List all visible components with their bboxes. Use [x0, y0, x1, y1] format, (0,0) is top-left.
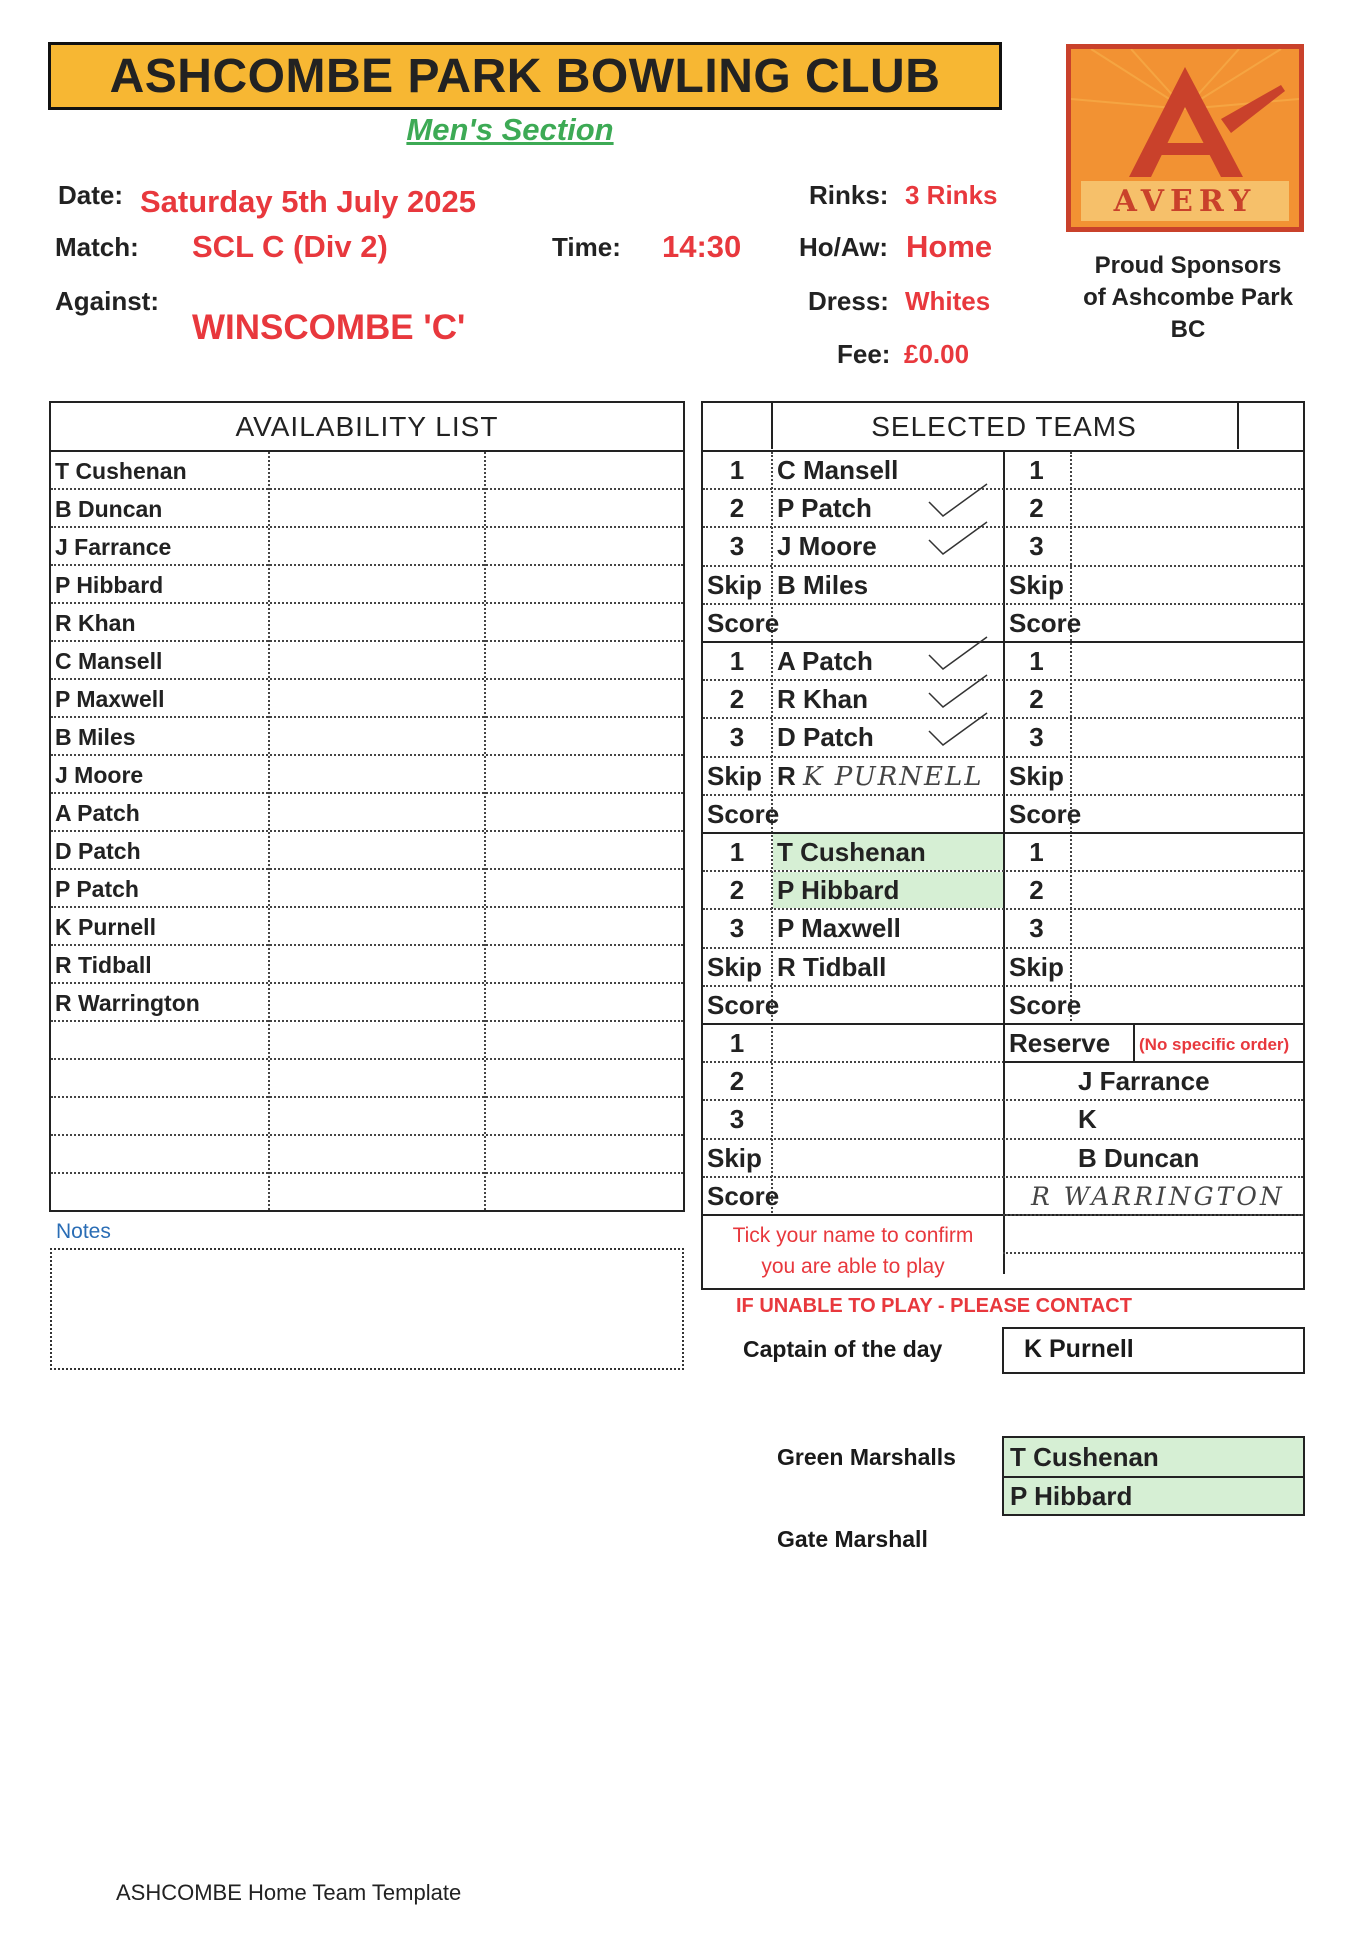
unable-to-play-notice: IF UNABLE TO PLAY - PLEASE CONTACT: [736, 1295, 1132, 1317]
availability-row[interactable]: [51, 1060, 683, 1098]
reserve-row[interactable]: [1003, 1254, 1303, 1292]
availability-table: [49, 401, 685, 1212]
rink-row[interactable]: [703, 452, 1303, 490]
tick-line-1: Tick your name to confirm: [732, 1224, 974, 1247]
time-value: 14:30: [662, 229, 742, 264]
section-title: Men's Section: [406, 112, 614, 147]
position-label: 2: [729, 684, 745, 715]
availability-row[interactable]: [51, 908, 683, 946]
right-position-label: 1: [1029, 646, 1044, 676]
rinks-value: 3 Rinks: [905, 180, 998, 210]
availability-row[interactable]: [51, 870, 683, 908]
position-label: Skip: [707, 569, 762, 600]
rinks-label: Rinks:: [809, 180, 889, 210]
reserve-row[interactable]: [1003, 1140, 1303, 1178]
time-label: Time:: [552, 232, 621, 262]
availability-row[interactable]: [51, 1136, 683, 1174]
green-marshall-1: T Cushenan: [1010, 1442, 1159, 1472]
availability-row[interactable]: [51, 452, 683, 490]
reserve-name: K: [1078, 1104, 1097, 1135]
checkmark-icon: [925, 671, 989, 711]
dress-label: Dress:: [808, 286, 889, 316]
logo-word: AVERY: [1113, 184, 1257, 219]
score-label: Score: [707, 607, 780, 638]
sponsor-line-3: BC: [1170, 316, 1206, 343]
gate-marshall-label: Gate Marshall: [777, 1526, 928, 1552]
player-name: C Mansell: [777, 455, 899, 485]
reserve-note: (No specific order): [1139, 1035, 1290, 1054]
right-position-label: 3: [1029, 722, 1044, 753]
availability-row[interactable]: [51, 566, 683, 604]
reserve-divider: [1133, 1025, 1135, 1061]
score-label: Score: [707, 989, 780, 1020]
rink-row[interactable]: [703, 528, 1303, 566]
reserve-header: [1003, 1025, 1303, 1063]
position-label: Skip: [707, 951, 762, 982]
availability-row[interactable]: [51, 528, 683, 566]
date-label: Date:: [58, 180, 124, 210]
sponsor-line-2: of Ashcombe Park: [1083, 284, 1293, 311]
club-name: ASHCOMBE PARK BOWLING CLUB: [109, 49, 941, 103]
handwritten-reserve-name: R WARRINGTON: [1031, 1181, 1285, 1211]
availability-row[interactable]: [51, 984, 683, 1022]
notes-box[interactable]: [50, 1248, 684, 1370]
rink-row[interactable]: [703, 910, 1303, 948]
right-score-label: Score: [1009, 607, 1082, 638]
dress-value: Whites: [905, 286, 991, 316]
hoaw-label: Ho/Aw:: [799, 232, 889, 262]
availability-name: K Purnell: [55, 914, 156, 940]
availability-row[interactable]: [51, 490, 683, 528]
position-label: Skip: [707, 760, 762, 791]
reserve-row[interactable]: [1003, 1063, 1303, 1101]
against-value: WINSCOMBE 'C': [192, 308, 466, 347]
rink-row[interactable]: [703, 834, 1303, 872]
fee-label: Fee:: [837, 339, 891, 369]
captain-value: K Purnell: [1024, 1335, 1134, 1363]
score-label: Score: [707, 798, 780, 829]
availability-row[interactable]: [51, 1022, 683, 1060]
availability-name: B Duncan: [55, 496, 163, 522]
right-position-label: Skip: [1009, 760, 1064, 791]
availability-name: B Miles: [55, 724, 136, 750]
reserve-row[interactable]: [1003, 1216, 1303, 1254]
match-value: SCL C (Div 2): [192, 229, 388, 264]
position-label: 3: [729, 1104, 745, 1135]
availability-row[interactable]: [51, 642, 683, 680]
position-label: 3: [729, 913, 745, 944]
player-name: P Patch: [777, 493, 872, 524]
right-position-label: 2: [1029, 875, 1044, 906]
right-position-label: 1: [1029, 455, 1044, 485]
player-name: T Cushenan: [777, 837, 926, 867]
checkmark-icon: [925, 633, 989, 673]
selected-teams-table: [701, 401, 1305, 1290]
availability-row[interactable]: [51, 832, 683, 870]
availability-name: J Farrance: [55, 534, 172, 560]
position-label: 1: [729, 837, 745, 867]
rink-row[interactable]: [703, 643, 1303, 681]
checkmark-icon: [925, 518, 989, 558]
rink-row[interactable]: [703, 490, 1303, 528]
reserve-label: Reserve: [1009, 1028, 1111, 1058]
match-label: Match:: [55, 232, 139, 262]
player-name: R Khan: [777, 684, 868, 715]
player-name: D Patch: [777, 722, 874, 753]
availability-row[interactable]: [51, 1098, 683, 1136]
availability-name: J Moore: [55, 762, 144, 788]
green-marshall-2: P Hibbard: [1010, 1481, 1133, 1511]
against-label: Against:: [55, 286, 159, 316]
player-name: P Hibbard: [777, 875, 900, 906]
green-marshalls-box: [1002, 1436, 1305, 1516]
position-label: Skip: [707, 1142, 762, 1173]
captain-label: Captain of the day: [743, 1336, 943, 1362]
availability-name: R Tidball: [55, 952, 152, 978]
tick-line-2: you are able to play: [761, 1255, 945, 1278]
position-label: 1: [729, 1028, 745, 1058]
rink-row[interactable]: [703, 872, 1303, 910]
player-name: B Miles: [777, 569, 869, 600]
handwritten-skip-name: K PURNELL: [803, 761, 984, 792]
availability-name: A Patch: [55, 800, 140, 826]
reserve-row[interactable]: [1003, 1101, 1303, 1139]
right-position-label: 3: [1029, 531, 1044, 562]
rink-row[interactable]: [703, 758, 1303, 796]
score-label: Score: [707, 1180, 780, 1211]
position-label: 1: [729, 646, 745, 676]
availability-name: R Warrington: [55, 990, 200, 1016]
rink-row[interactable]: [703, 796, 1303, 834]
right-score-label: Score: [1009, 989, 1082, 1020]
availability-row[interactable]: [51, 756, 683, 794]
availability-row[interactable]: [51, 680, 683, 718]
availability-row[interactable]: [51, 604, 683, 642]
notes-label: Notes: [56, 1220, 111, 1243]
availability-row[interactable]: [51, 946, 683, 984]
checkmark-icon: [925, 709, 989, 749]
reserve-name: B Duncan: [1078, 1142, 1200, 1173]
availability-name: T Cushenan: [55, 458, 187, 484]
player-name: J Moore: [777, 531, 877, 562]
rink-row[interactable]: [703, 681, 1303, 719]
availability-row[interactable]: [51, 794, 683, 832]
captain-box: [1002, 1327, 1305, 1374]
position-label: 1: [729, 455, 745, 485]
position-label: 2: [729, 493, 745, 524]
right-position-label: 3: [1029, 913, 1044, 944]
right-position-label: 1: [1029, 837, 1044, 867]
right-score-label: Score: [1009, 798, 1082, 829]
reserve-name: J Farrance: [1078, 1066, 1210, 1097]
position-label: 2: [729, 875, 745, 906]
tick-instruction: [702, 1220, 1004, 1282]
position-label: 3: [729, 722, 745, 753]
date-value: Saturday 5th July 2025: [140, 184, 476, 219]
club-title-bar: [48, 42, 1002, 110]
sponsor-line-1: Proud Sponsors: [1094, 252, 1282, 279]
rink-row[interactable]: [703, 719, 1303, 757]
rink-row[interactable]: [703, 987, 1303, 1025]
fee-value: £0.00: [904, 339, 970, 369]
availability-title: AVAILABILITY LIST: [235, 411, 499, 442]
sponsor-logo: [1066, 44, 1304, 232]
availability-name: C Mansell: [55, 648, 163, 674]
player-name: R Tidball: [777, 951, 887, 982]
right-position-label: Skip: [1009, 951, 1064, 982]
sponsor-text: [1060, 250, 1316, 346]
hoaw-value: Home: [906, 229, 993, 264]
green-marshalls-label: Green Marshalls: [777, 1444, 956, 1470]
footer-text: ASHCOMBE Home Team Template: [116, 1880, 462, 1905]
position-label: 2: [729, 1066, 745, 1097]
player-name: R: [777, 760, 796, 791]
rink-row[interactable]: [703, 567, 1303, 605]
rink-row[interactable]: [703, 605, 1303, 643]
availability-name: P Maxwell: [55, 686, 165, 712]
player-name: A Patch: [777, 646, 873, 676]
availability-row[interactable]: [51, 1174, 683, 1212]
right-position-label: 2: [1029, 684, 1044, 715]
availability-name: P Patch: [55, 876, 139, 902]
checkmark-icon: [925, 480, 989, 520]
selected-teams-title: SELECTED TEAMS: [871, 411, 1137, 442]
availability-name: D Patch: [55, 838, 141, 864]
right-position-label: 2: [1029, 493, 1044, 524]
position-label: 3: [729, 531, 745, 562]
availability-name: R Khan: [55, 610, 136, 636]
availability-name: P Hibbard: [55, 572, 164, 598]
availability-row[interactable]: [51, 718, 683, 756]
rink-row[interactable]: [703, 949, 1303, 987]
player-name: P Maxwell: [777, 913, 901, 944]
right-position-label: Skip: [1009, 569, 1064, 600]
